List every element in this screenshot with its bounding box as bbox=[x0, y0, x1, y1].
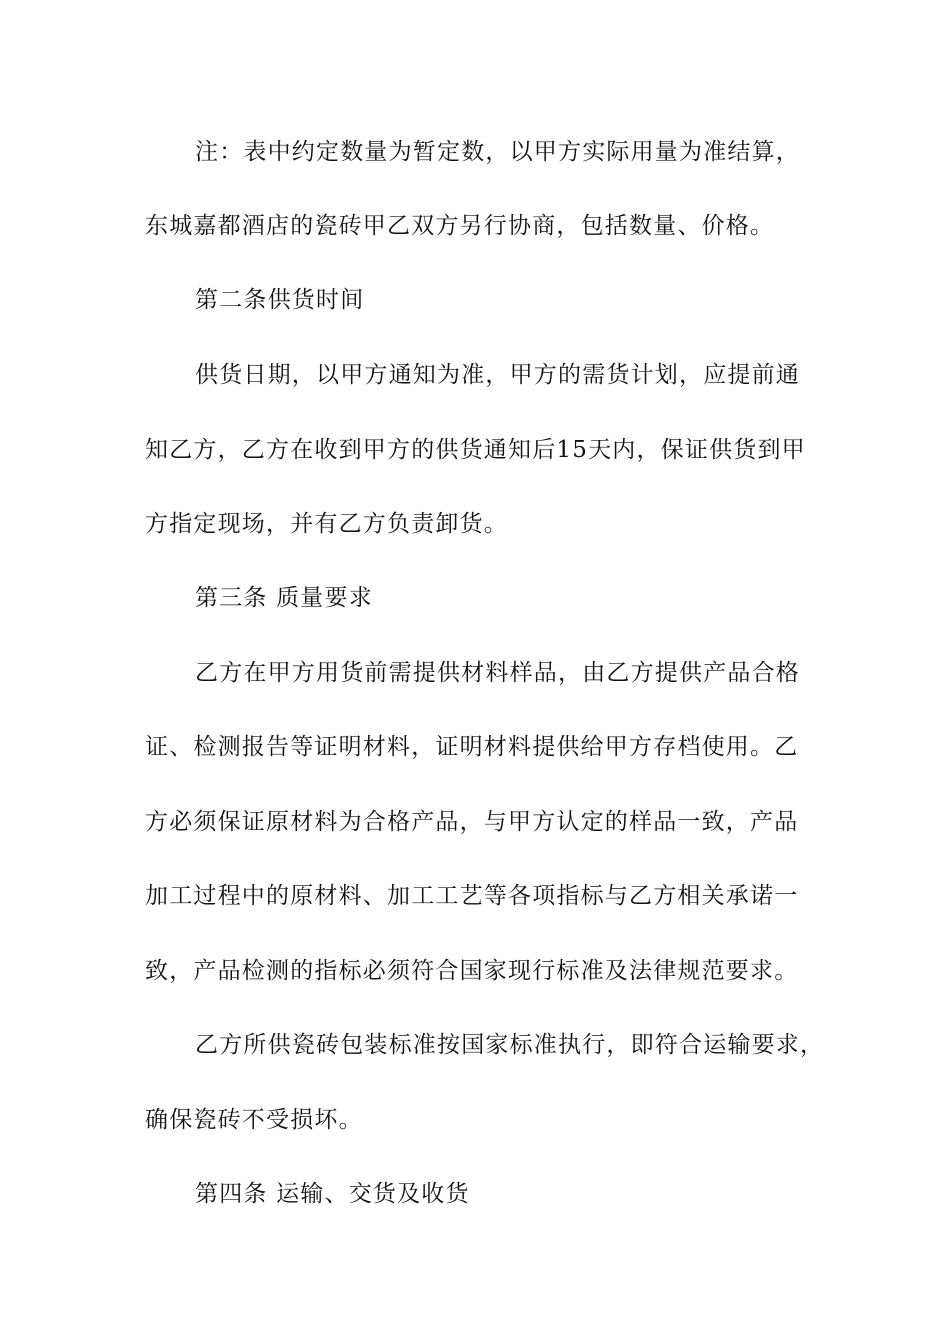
article-2-para-line-1: 供货日期，以甲方通知为准，甲方的需货计划，应提前通 bbox=[195, 362, 800, 388]
article-3-heading: 第三条 质量要求 bbox=[195, 585, 373, 611]
article-2-para-line-2: 知乙方，乙方在收到甲方的供货通知后15天内，保证供货到甲 bbox=[145, 437, 806, 463]
article-3-para1-line-3: 方必须保证原材料为合格产品，与甲方认定的样品一致，产品 bbox=[145, 809, 799, 835]
article-3-para1-line-1: 乙方在甲方用货前需提供材料样品，由乙方提供产品合格 bbox=[195, 660, 800, 686]
note-line-2: 东城嘉都酒店的瓷砖甲乙双方另行协商，包括数量、价格。 bbox=[145, 213, 775, 239]
article-3-para2-line-1: 乙方所供瓷砖包装标准按国家标准执行，即符合运输要求， bbox=[195, 1032, 825, 1058]
article-4-heading: 第四条 运输、交货及收货 bbox=[195, 1181, 470, 1207]
note-line-1: 注：表中约定数量为暂定数，以甲方实际用量为准结算， bbox=[195, 139, 800, 165]
article-3-para1-line-2: 证、检测报告等证明材料，证明材料提供给甲方存档使用。乙 bbox=[145, 734, 799, 760]
article-2-heading: 第二条供货时间 bbox=[195, 287, 365, 313]
article-3-para2-line-2: 确保瓷砖不受损坏。 bbox=[145, 1107, 363, 1133]
article-2-para-line-3: 方指定现场，并有乙方负责卸货。 bbox=[145, 511, 508, 537]
article-3-para1-line-4: 加工过程中的原材料、加工工艺等各项指标与乙方相关承诺一 bbox=[145, 883, 799, 909]
article-3-para1-line-5: 致，产品检测的指标必须符合国家现行标准及法律规范要求。 bbox=[145, 958, 799, 984]
